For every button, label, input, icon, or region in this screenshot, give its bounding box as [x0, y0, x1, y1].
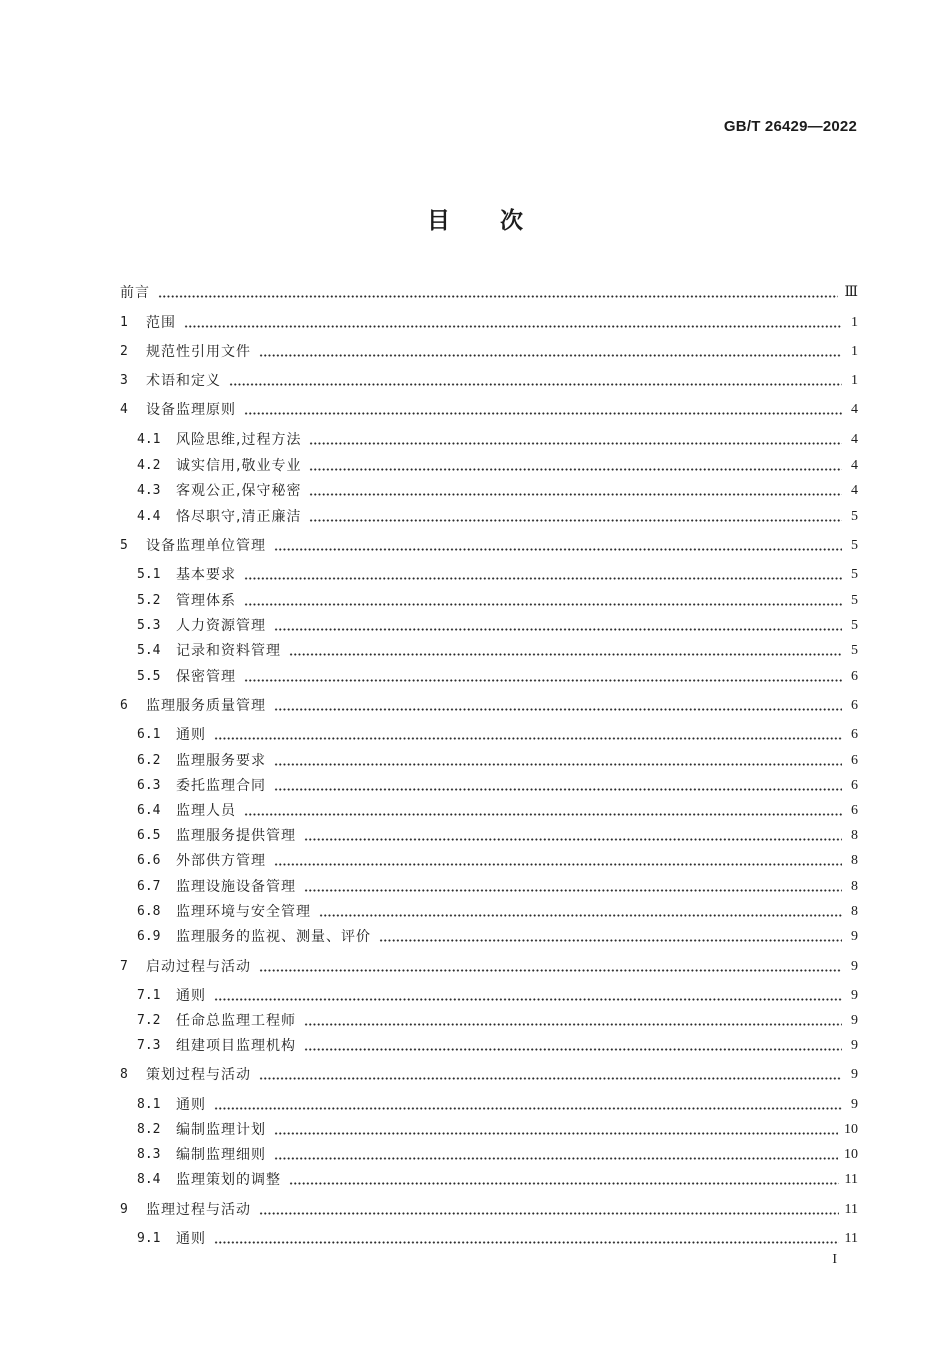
toc-entry[interactable]: [137, 902, 858, 922]
toc-entry-number: 5.1: [137, 567, 161, 582]
toc-entry-page: Ⅲ: [844, 285, 858, 300]
toc-entry-page: 6: [851, 778, 858, 793]
dot-leader: [244, 679, 842, 682]
toc-entry-label: 策划过程与活动: [146, 1067, 251, 1083]
toc-entry[interactable]: [137, 725, 858, 745]
toc-entry[interactable]: [137, 826, 858, 846]
toc-entry-number: 4.1: [137, 432, 161, 447]
standard-number: GB/T 26429—2022: [723, 118, 857, 135]
dot-leader: [304, 1023, 842, 1026]
toc-entry-page: 8: [851, 828, 858, 843]
toc-entry-page: 10: [844, 1122, 858, 1137]
toc-entry-label: 监理过程与活动: [146, 1202, 251, 1218]
toc-entry-page: 6: [851, 727, 858, 742]
toc-entry-label: 前言: [120, 285, 150, 301]
toc-entry-label: 人力资源管理: [176, 618, 266, 634]
dot-leader: [158, 295, 838, 298]
dot-leader: [214, 737, 842, 740]
toc-entry-number: 9.1: [137, 1231, 161, 1246]
toc-entry-page: 11: [844, 1231, 858, 1246]
toc-entry-page: 11: [844, 1172, 858, 1187]
toc-entry-page: 5: [851, 643, 858, 658]
toc-entry-page: 4: [851, 432, 858, 447]
dot-leader: [244, 603, 842, 606]
dot-leader: [289, 653, 842, 656]
toc-entry-label: 启动过程与活动: [146, 959, 251, 975]
toc-entry-page: 8: [851, 853, 858, 868]
toc-entry[interactable]: [137, 751, 858, 771]
toc-entry[interactable]: [120, 313, 858, 333]
toc-entry-page: 9: [851, 959, 858, 974]
dot-leader: [229, 383, 842, 386]
toc-entry[interactable]: [120, 1065, 858, 1085]
toc-entry[interactable]: [137, 1229, 858, 1249]
toc-entry-label: 监理服务要求: [176, 753, 266, 769]
toc-entry-page: 9: [851, 929, 858, 944]
toc-entry-number: 5.4: [137, 643, 161, 658]
toc-entry[interactable]: [120, 342, 858, 362]
toc-entry-page: 9: [851, 988, 858, 1003]
toc-entry-number: 8.3: [137, 1147, 161, 1162]
dot-leader: [289, 1182, 839, 1185]
toc-entry-label: 编制监理计划: [176, 1122, 266, 1138]
toc-entry-label: 范围: [146, 315, 176, 331]
dot-leader: [214, 998, 842, 1001]
dot-leader: [259, 1212, 839, 1215]
toc-entry[interactable]: [137, 801, 858, 821]
dot-leader: [309, 519, 842, 522]
dot-leader: [259, 1077, 842, 1080]
toc-entry[interactable]: [120, 957, 858, 977]
toc-entry[interactable]: [137, 1036, 858, 1056]
toc-entry-number: 6.6: [137, 853, 161, 868]
toc-entry[interactable]: [137, 877, 858, 897]
dot-leader: [304, 889, 842, 892]
toc-entry[interactable]: [137, 986, 858, 1006]
toc-entry-number: 6.2: [137, 753, 161, 768]
toc-entry-number: 8.4: [137, 1172, 161, 1187]
toc-entry-number: 7.1: [137, 988, 161, 1003]
toc-entry-label: 管理体系: [176, 593, 236, 609]
dot-leader: [274, 1157, 838, 1160]
toc-entry-label: 诚实信用,敬业专业: [176, 458, 302, 474]
toc-entry-page: 9: [851, 1013, 858, 1028]
dot-leader: [214, 1107, 842, 1110]
toc-entry[interactable]: [137, 1145, 858, 1165]
toc-entry-number: 2: [120, 344, 128, 359]
dot-leader: [259, 969, 842, 972]
toc-entry-number: 6.8: [137, 904, 161, 919]
toc-entry-page: 9: [851, 1097, 858, 1112]
toc-entry-label: 监理环境与安全管理: [176, 904, 311, 920]
toc-entry[interactable]: [137, 1095, 858, 1115]
toc-entry[interactable]: [137, 565, 858, 585]
toc-entry[interactable]: [137, 1170, 858, 1190]
dot-leader: [274, 1132, 838, 1135]
toc-entry-label: 监理服务的监视、测量、评价: [176, 929, 371, 945]
toc-entry[interactable]: [137, 1011, 858, 1031]
toc-entry-number: 8.1: [137, 1097, 161, 1112]
toc-entry-page: 6: [851, 753, 858, 768]
dot-leader: [379, 939, 842, 942]
toc-entry-label: 任命总监理工程师: [176, 1013, 296, 1029]
toc-entry-label: 委托监理合同: [176, 778, 266, 794]
dot-leader: [274, 863, 842, 866]
dot-leader: [274, 708, 842, 711]
toc-entry-number: 4.4: [137, 509, 161, 524]
toc-entry-page: 5: [851, 509, 858, 524]
toc-entry-page: 8: [851, 904, 858, 919]
toc-entry-label: 客观公正,保守秘密: [176, 483, 302, 499]
toc-entry-label: 保密管理: [176, 669, 236, 685]
toc-entry-label: 监理策划的调整: [176, 1172, 281, 1188]
dot-leader: [274, 788, 842, 791]
toc-entry-number: 6.1: [137, 727, 161, 742]
page-title: 目次: [427, 208, 573, 234]
toc-entry-page: 5: [851, 618, 858, 633]
toc-entry[interactable]: [137, 456, 858, 476]
toc-entry[interactable]: [137, 591, 858, 611]
toc-entry-number: 8.2: [137, 1122, 161, 1137]
toc-entry-number: 4: [120, 402, 128, 417]
toc-entry-page: 4: [851, 402, 858, 417]
dot-leader: [309, 442, 842, 445]
toc-entry-page: 4: [851, 483, 858, 498]
toc-entry-number: 3: [120, 373, 128, 388]
toc-entry-number: 6.7: [137, 879, 161, 894]
dot-leader: [274, 763, 842, 766]
toc-entry-number: 7.3: [137, 1038, 161, 1053]
dot-leader: [214, 1241, 839, 1244]
toc-entry-number: 1: [120, 315, 128, 330]
toc-entry-number: 5.5: [137, 669, 161, 684]
toc-entry-page: 6: [851, 803, 858, 818]
toc-entry-page: 1: [851, 373, 858, 388]
toc-entry[interactable]: [120, 1200, 858, 1220]
toc-entry-number: 5.2: [137, 593, 161, 608]
toc-entry[interactable]: [120, 400, 858, 420]
dot-leader: [319, 914, 842, 917]
toc-entry-label: 监理设施设备管理: [176, 879, 296, 895]
toc-entry-page: 1: [851, 344, 858, 359]
toc-entry-label: 恪尽职守,清正廉洁: [176, 509, 302, 525]
toc-entry-page: 6: [851, 698, 858, 713]
toc-entry-number: 5.3: [137, 618, 161, 633]
toc-entry-number: 8: [120, 1067, 128, 1082]
toc-entry-page: 9: [851, 1067, 858, 1082]
toc-entry-page: 10: [844, 1147, 858, 1162]
toc-entry-page: 1: [851, 315, 858, 330]
toc-entry-label: 基本要求: [176, 567, 236, 583]
toc-entry-label: 通则: [176, 727, 206, 743]
toc-entry[interactable]: [137, 776, 858, 796]
toc-entry[interactable]: [137, 927, 858, 947]
toc-entry[interactable]: [120, 536, 858, 556]
toc-entry[interactable]: [120, 283, 858, 303]
toc-entry[interactable]: [137, 851, 858, 871]
dot-leader: [304, 1048, 842, 1051]
toc-entry-number: 7.2: [137, 1013, 161, 1028]
toc-entry-number: 9: [120, 1202, 128, 1217]
toc-entry-page: 5: [851, 567, 858, 582]
toc-entry-number: 5: [120, 538, 128, 553]
toc-entry-number: 6.3: [137, 778, 161, 793]
toc-entry[interactable]: [137, 481, 858, 501]
toc-entry-label: 通则: [176, 1097, 206, 1113]
toc-entry[interactable]: [137, 1120, 858, 1140]
toc-entry-number: 6.9: [137, 929, 161, 944]
toc-entry-page: 8: [851, 879, 858, 894]
toc-entry-label: 监理服务质量管理: [146, 698, 266, 714]
toc-entry-label: 通则: [176, 988, 206, 1004]
dot-leader: [274, 548, 842, 551]
toc-entry-page: 11: [844, 1202, 858, 1217]
toc-entry-page: 5: [851, 593, 858, 608]
toc-entry-label: 编制监理细则: [176, 1147, 266, 1163]
toc-entry[interactable]: [120, 371, 858, 391]
toc-entry-number: 4.3: [137, 483, 161, 498]
toc-entry[interactable]: [137, 507, 858, 527]
toc-entry-number: 7: [120, 959, 128, 974]
toc-entry-label: 监理人员: [176, 803, 236, 819]
dot-leader: [274, 628, 842, 631]
toc-entry-page: 4: [851, 458, 858, 473]
toc-entry-label: 规范性引用文件: [146, 344, 251, 360]
toc-entry-label: 外部供方管理: [176, 853, 266, 869]
dot-leader: [244, 412, 842, 415]
toc-entry-label: 术语和定义: [146, 373, 221, 389]
toc-entry-label: 设备监理原则: [146, 402, 236, 418]
toc-entry[interactable]: [137, 641, 858, 661]
dot-leader: [259, 354, 842, 357]
dot-leader: [304, 838, 842, 841]
dot-leader: [184, 325, 842, 328]
dot-leader: [244, 813, 842, 816]
toc-entry-number: 4.2: [137, 458, 161, 473]
toc-entry-page: 6: [851, 669, 858, 684]
toc-entry-label: 组建项目监理机构: [176, 1038, 296, 1054]
toc-entry[interactable]: [120, 696, 858, 716]
toc-entry[interactable]: [137, 667, 858, 687]
toc-entry-number: 6.4: [137, 803, 161, 818]
toc-entry-label: 通则: [176, 1231, 206, 1247]
toc-entry-label: 设备监理单位管理: [146, 538, 266, 554]
toc-entry[interactable]: [137, 430, 858, 450]
dot-leader: [244, 577, 842, 580]
toc-entry-page: 9: [851, 1038, 858, 1053]
toc-entry-number: 6.5: [137, 828, 161, 843]
dot-leader: [309, 493, 842, 496]
page-number: I: [832, 1252, 837, 1267]
toc-entry[interactable]: [137, 616, 858, 636]
toc-entry-number: 6: [120, 698, 128, 713]
toc-entry-label: 记录和资料管理: [176, 643, 281, 659]
toc-entry-page: 5: [851, 538, 858, 553]
toc-entry-label: 监理服务提供管理: [176, 828, 296, 844]
toc-entry-label: 风险思维,过程方法: [176, 432, 302, 448]
dot-leader: [309, 468, 842, 471]
